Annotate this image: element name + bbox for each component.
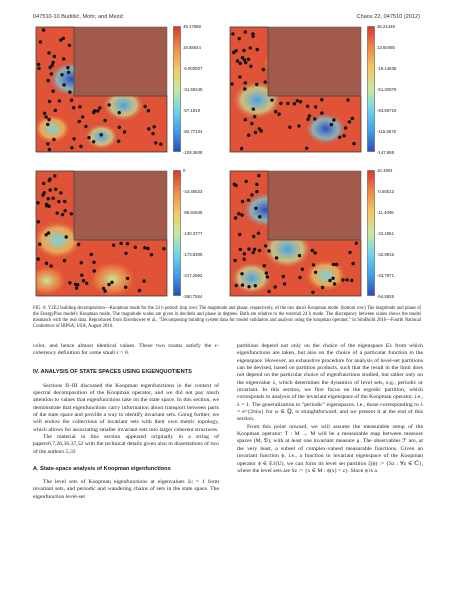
sensor-marker [75,286,78,289]
sensor-marker [252,108,255,111]
sensor-marker [63,259,66,262]
sensor-marker [231,32,234,35]
sensor-marker [77,243,80,246]
sensor-marker [249,65,252,68]
sensor-marker [138,289,141,292]
sensor-marker [308,114,311,117]
sensor-marker [283,282,286,285]
sensor-marker [92,111,95,114]
panel-bottom-left [33,168,170,299]
sensor-marker [63,200,66,203]
sensor-marker [123,130,126,133]
sensor-marker [68,44,71,47]
sensor-marker [49,66,52,69]
tick-label: -86.91846 [183,210,203,215]
paragraph: color, and hence almost identical values. These two rooms satisfy the ϵ-coherency definition for some small ϵ > 0. [33,343,219,357]
sensor-marker [301,268,304,271]
sensor-marker [102,287,105,290]
sensor-marker [332,263,335,266]
tick-label: -217.2962 [183,273,203,278]
tick-label: 13.60485 [377,45,395,50]
sensor-marker [255,83,258,86]
floorplan-heatmap [227,168,364,299]
sensor-marker [124,252,127,255]
tick-label: -57.1819 [183,108,200,113]
tick-label: -173.8309 [183,252,203,257]
sensor-marker [241,56,244,59]
sensor-marker [270,98,273,101]
sensor-marker [262,68,265,71]
subsection-heading: A. State-space analysis of Koopman eigenfunctions [33,466,171,473]
sensor-marker [142,279,145,282]
sensor-marker [53,55,56,58]
sensor-marker [338,136,341,139]
sensor-marker [61,213,64,216]
sensor-marker [85,282,88,285]
sensor-marker [56,211,59,214]
sensor-marker [313,117,316,120]
sensor-marker [124,286,127,289]
sensor-marker [70,212,73,215]
sensor-marker [45,262,48,265]
sensor-marker [37,257,40,260]
paragraph: From this point onward, we will assume the measurable setup of the Koopman operator: T : M → M will be a measurable map between measure spaces (M, 𝔅), with at least one invariant measure μ. The observables ℱ are, at the very least, a subset of complex-valued measurable functions. Given an invariant function ϕ, i.e., a function in invariant eigenspace of the Koopman operator ϕ ∈ E1(U), we can form its level set partition ζ(ϕ) := {Sz : ∀z ∈ ℂ}, where the level sets are Sz := {x ∈ M : ϕ(x) = z}. Since ϕ is a [237,423,423,474]
sensor-marker [311,249,314,252]
sensor-marker [266,275,269,278]
paragraph: partitions depend not only on the choice of the eigenspace Eλ from which eigenfunctions are taken, but also on the choice of a particular function in the eigenspace. However, an exhaustive procedure for analysis of level-set partitions can be devised, based on partition products, such that the result in the limit does not depend on the particular choice of eigenfunctions studied, but rather only on the eigenvalue λ, which determines the dynamics of level sets, e.g., periodic or invariant. In this section, we first focus on the ergodic partition, which corresponds to analysis of the invariant eigenspace of the Koopman operator, i.e., λ = 1. The generalization to "periodic" eigenspaces, i.e., those corresponding to λ = e^{2πiω} for ω ∈ ℚ, is straightforward, and we present it at the end of this section. [237,343,423,423]
sensor-marker [82,279,85,282]
colorbar-gradient [173,170,181,296]
sensor-marker [46,79,49,82]
tick-label: -108.3608 [183,150,203,155]
sensor-marker [68,90,71,93]
colorbar-ticks-top-right [377,24,419,155]
sensor-marker [63,209,66,212]
sensor-marker [263,264,266,267]
sensor-marker [297,124,300,127]
sensor-marker [238,233,241,236]
sensor-marker [247,247,250,250]
floorplan-heatmap [33,24,170,155]
sensor-marker [37,67,40,70]
tick-label: -31.59245 [183,87,203,92]
panel-top-left [33,24,170,155]
sensor-marker [314,251,317,254]
tick-label: 45.21448 [377,24,395,29]
sensor-marker [243,87,246,90]
sensor-marker [267,249,270,252]
sensor-marker [92,140,95,143]
sensor-marker [43,191,46,194]
sensor-marker [46,142,49,145]
sensor-marker [247,58,250,61]
tick-label: -11.4006 [377,210,394,215]
panel-bottom-right [227,168,364,299]
paragraph: The material in this section appeared originally in a string of papers6,7,26,36,37,52 with the technical details given also in dissertations of two of the authors.5,33 [33,434,219,455]
sensor-marker [107,283,110,286]
sensor-marker [305,147,308,150]
right-column [237,343,423,475]
sensor-marker [331,277,334,280]
sensor-marker [66,66,69,69]
tick-label: -83.59719 [377,108,397,113]
sensor-marker [350,279,353,282]
sensor-marker [252,235,255,238]
sensor-marker [44,115,47,118]
sensor-marker [243,258,246,261]
sensor-marker [36,201,39,204]
sensor-marker [342,134,345,137]
colorbar-bottom-left [173,170,181,296]
sensor-marker [79,145,82,148]
sensor-marker [47,51,50,54]
sensor-marker [312,263,315,266]
sensor-marker [243,252,246,255]
sensor-marker [267,290,270,293]
sensor-marker [256,48,259,51]
sensor-marker [345,278,348,281]
floorplan-heatmap [33,168,170,299]
sensor-marker [70,146,73,149]
sensor-marker [108,103,111,106]
sensor-marker [244,61,247,64]
tick-label: 19.58644 [183,45,201,50]
sensor-marker [90,253,93,256]
sensor-marker [37,63,40,66]
tick-label: 0 [183,168,186,173]
sensor-marker [351,262,354,265]
sensor-marker [47,231,50,234]
left-column [33,343,219,501]
sensor-marker [352,142,355,145]
colorbar-ticks-bottom-right [377,168,419,299]
sensor-marker [47,197,50,200]
sensor-marker [68,281,71,284]
floorplan-heatmap [227,24,364,155]
sensor-marker [275,256,278,259]
tick-label: 45.17588 [183,24,201,29]
colorbar-top-left [173,26,181,152]
sensor-marker [46,204,49,207]
sensor-marker [126,242,129,245]
tick-label: -115.6676 [377,129,397,134]
sensor-marker [346,98,349,101]
sensor-marker [67,71,70,74]
sensor-marker [50,72,53,75]
sensor-marker [52,138,55,141]
sensor-marker [42,28,45,31]
sensor-marker [72,137,75,140]
sensor-marker [241,200,244,203]
sensor-marker [80,274,83,277]
tick-label: -130.3777 [183,231,203,236]
sensor-marker [351,117,354,120]
sensor-marker [253,248,256,251]
sensor-marker [37,220,40,223]
sensor-marker [298,276,301,279]
sensor-marker [293,102,296,105]
sensor-marker [112,244,115,247]
sensor-marker [240,272,243,275]
sensor-marker [264,80,267,83]
sensor-marker [98,106,101,109]
sensor-marker [254,131,257,134]
sensor-marker [274,110,277,113]
sensor-marker [279,102,282,105]
sensor-marker [57,200,60,203]
sensor-marker [314,271,317,274]
sensor-marker [93,269,96,272]
tick-label: 10.1904 [377,168,393,173]
sensor-marker [100,133,103,136]
sensor-marker [118,126,121,129]
sensor-marker [265,271,268,274]
paragraph: Sections II–III discussed the Koopman eigenfunctions in the context of spectral decomposition of the Koopman operator, and we did not pay much attention to values that eigenfunctions take on the state space. In this section, we demonstrate that eigenfunctions carry information about transport between parts of the state space and provide a way to identify invariant sets. Going further, we will endow the collections of invariant sets with their own metric topology, which allows for associating smaller invariant sets into larger coherent structures. [33,382,219,433]
sensor-marker [51,90,54,93]
sensor-marker [236,59,239,62]
sensor-marker [39,40,42,43]
sensor-marker [150,253,153,256]
colorbar-top-right [367,26,375,152]
sensor-marker [78,120,81,123]
sensor-marker [47,118,50,121]
sensor-marker [146,247,149,250]
tick-label: -43.45623 [183,189,203,194]
sensor-marker [143,105,146,108]
sensor-marker [48,100,51,103]
sensor-marker [43,112,46,115]
sensor-marker [258,249,261,252]
sensor-marker [62,57,65,60]
tick-label: -51.32876 [377,87,397,92]
sensor-marker [48,179,51,182]
sensor-marker [54,109,57,112]
sensor-marker [299,100,302,103]
running-header-left: 047510-10 Budišić, Mohr, and Mezić [33,14,124,20]
tick-label: -22.1961 [377,231,394,236]
sensor-marker [348,251,351,254]
figure-caption: FIG. 8. Y2E2 building decomposition—Koopman mode for the 24 h period: (top row) The magnitude and phase, respectively, of the raw data's Koopman mode. (bottom row) The magnitude and phase of the EnergyPlus model's Koopman mode. The magnitude scales are given in decibels and phase in degrees. Both are relative to the external 24 h mode. The discrepancy between scales shows the model mismatch with the real data. Reproduced from Eisenhower et al., "Decomposing building system data for model validation and analysis using the koopman operator," in SimBuild 2010—Fourth National Conference of IBPSA, USA, August 2010. [33,306,421,329]
sensor-marker [74,283,77,286]
sensor-marker [46,123,49,126]
tick-label: -260.7554 [183,294,203,299]
sensor-marker [335,263,338,266]
sensor-marker [348,120,351,123]
sensor-marker [92,261,95,264]
sensor-marker [153,125,156,128]
sensor-marker [330,123,333,126]
tick-label: -43.7871 [377,273,394,278]
sensor-marker [238,37,241,40]
sensor-marker [255,190,258,193]
sensor-marker [241,283,244,286]
sensor-marker [254,284,257,287]
sensor-marker [274,285,277,288]
sensor-marker [314,105,317,108]
sensor-marker [117,140,120,143]
sensor-marker [247,134,250,137]
sensor-marker [249,46,252,49]
sensor-marker [96,109,99,112]
sensor-marker [277,113,280,116]
sensor-marker [320,98,323,101]
sensor-marker [65,235,68,238]
sensor-marker [296,99,299,102]
sensor-marker [255,183,258,186]
sensor-marker [253,115,256,118]
sensor-marker [306,105,309,108]
sensor-marker [247,199,250,202]
sensor-marker [159,143,162,146]
sensor-marker [264,244,267,247]
tick-label: -82.77134 [183,129,203,134]
sensor-marker [242,49,245,52]
panel-top-right [227,24,364,155]
sensor-marker [42,182,45,185]
sensor-marker [87,136,90,139]
sensor-marker [62,83,65,86]
sensor-marker [147,109,150,112]
sensor-marker [49,264,52,267]
sensor-marker [59,191,62,194]
sensor-marker [78,105,81,108]
sensor-marker [321,286,324,289]
colorbar-gradient [367,26,375,152]
sensor-marker [147,127,150,130]
sensor-marker [258,215,261,218]
sensor-marker [48,148,51,151]
sensor-marker [333,282,336,285]
tick-label: -54.5826 [377,294,394,299]
sensor-marker [239,62,242,65]
sensor-marker [118,111,121,114]
sensor-marker [54,188,57,191]
sensor-marker [237,212,240,215]
paragraph: The level sets of Koopman eigenfunctions at eigenvalues |λ| = 1 form invariant sets, and periodic and wandering chains of sets in the state space. The eigenfunction level-set [33,479,219,500]
tick-label: -32.9916 [377,252,394,257]
sensor-marker [53,174,56,177]
colorbar-ticks-top-left [183,24,225,155]
sensor-marker [110,281,113,284]
sensor-marker [235,284,238,287]
sensor-marker [245,180,248,183]
sensor-marker [84,125,87,128]
sensor-marker [60,73,63,76]
sensor-marker [72,106,75,109]
sensor-marker [233,259,236,262]
tick-label: -147.868 [377,150,394,155]
sensor-marker [306,118,309,121]
figure-8 [33,24,423,302]
sensor-marker [80,261,83,264]
sensor-marker [58,99,61,102]
sensor-marker [328,279,331,282]
sensor-marker [234,49,237,52]
colorbar-ticks-bottom-left [183,168,225,299]
sensor-marker [251,32,254,35]
sensor-marker [298,254,301,257]
sensor-marker [332,118,335,121]
sensor-marker [320,111,323,114]
sensor-marker [257,232,260,235]
sensor-marker [244,30,247,33]
sensor-marker [311,291,314,294]
running-header-right: Chaos 22, 047510 (2012) [356,14,420,20]
sensor-marker [344,126,347,129]
sensor-marker [62,37,65,40]
sensor-marker [151,132,154,135]
sensor-marker [341,278,344,281]
colorbar-gradient [173,26,181,152]
sensor-marker [38,243,41,246]
sensor-marker [230,82,233,85]
sensor-marker [286,102,289,105]
tick-label: -6.003007 [183,66,203,71]
sensor-marker [257,174,260,177]
sensor-marker [70,99,73,102]
sensor-marker [81,115,84,118]
sensor-marker [234,184,237,187]
sensor-marker [49,188,52,191]
sensor-marker [250,193,253,196]
sensor-marker [134,246,137,249]
sensor-marker [247,285,250,288]
colorbar-bottom-right [367,170,375,296]
tick-label: -0.60513 [377,189,394,194]
sensor-marker [143,246,146,249]
sensor-marker [103,119,106,122]
colorbar-gradient [367,170,375,296]
sensor-marker [162,247,165,250]
sensor-marker [239,248,242,251]
sensor-marker [254,207,257,210]
sensor-marker [126,277,129,280]
sensor-marker [238,75,241,78]
sensor-marker [234,216,237,219]
sensor-marker [258,127,261,130]
sensor-marker [288,126,291,129]
sensor-marker [252,251,255,254]
sensor-marker [244,81,247,84]
tick-label: -19.14636 [377,66,397,71]
sensor-marker [240,213,243,216]
sensor-marker [52,197,55,200]
sensor-marker [244,118,247,121]
section-heading: IV. ANALYSIS OF STATE SPACES USING EIGENQUOTIENTS [33,368,192,375]
sensor-marker [240,147,243,150]
sensor-marker [119,242,122,245]
sensor-marker [355,242,358,245]
sensor-marker [250,122,253,125]
sensor-marker [154,141,157,144]
sensor-marker [282,275,285,278]
